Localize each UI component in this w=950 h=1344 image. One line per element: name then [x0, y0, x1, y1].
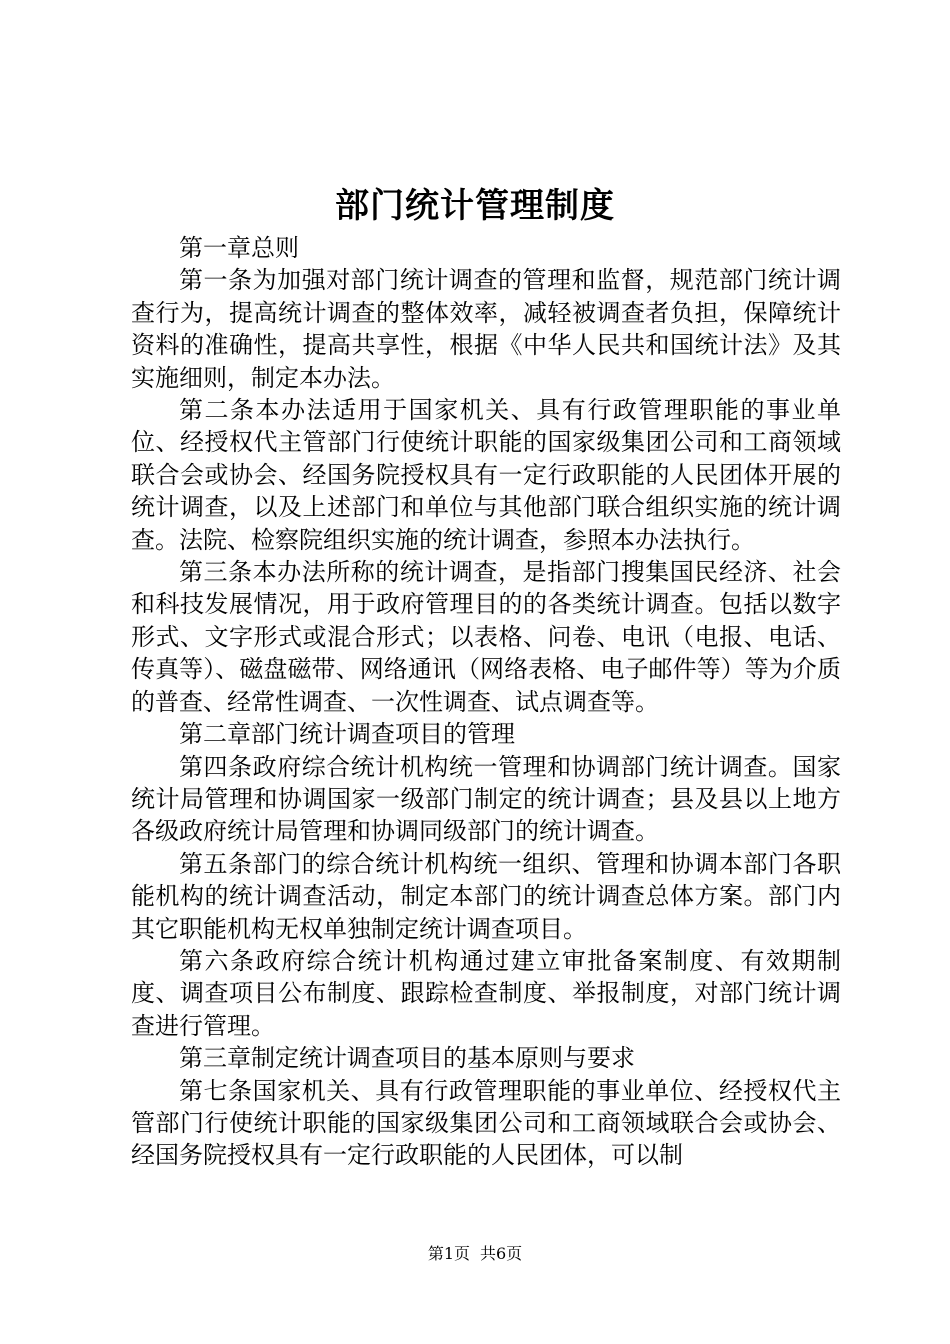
- page-number: 第1页: [427, 1244, 470, 1263]
- page-footer: [0, 1243, 950, 1265]
- document-title: 部门统计管理制度: [335, 186, 615, 226]
- document-body: [131, 232, 841, 1172]
- chapter-heading: 第一章总则: [179, 234, 299, 262]
- page-total: 共6页: [480, 1244, 523, 1263]
- article-paragraph: 第五条部门的综合统计机构统一组织、管理和协调本部门各职能机构的统计调查活动，制定本部门的统计调查总体方案。部门内其它职能机构无权单独制定统计调查项目。: [131, 849, 841, 943]
- article-paragraph: 第二条本办法适用于国家机关、具有行政管理职能的事业单位、经授权代主管部门行使统计职能的国家级集团公司和工商领域联合会或协会、经国务院授权具有一定行政职能的人民团体开展的统计调查，以及上述部门和单位与其他部门联合组织实施的统计调查。法院、检察院组织实施的统计调查，参照本办法执行。: [131, 396, 841, 554]
- article-paragraph: 第七条国家机关、具有行政管理职能的事业单位、经授权代主管部门行使统计职能的国家级集团公司和工商领域联合会或协会、经国务院授权具有一定行政职能的人民团体，可以制: [131, 1076, 841, 1170]
- chapter-heading: 第三章制定统计调查项目的基本原则与要求: [179, 1044, 635, 1073]
- article-paragraph: 第三条本办法所称的统计调查，是指部门搜集国民经济、社会和科技发展情况，用于政府管理目的的各类统计调查。包括以数字形式、文字形式或混合形式；以表格、问卷、电讯（电报、电话、传真等）、磁盘磁带、网络通讯（网络表格、电子邮件等）等为介质的普查、经常性调查、一次性调查、试点调查等。: [131, 558, 841, 716]
- article-paragraph: 第四条政府综合统计机构统一管理和协调部门统计调查。国家统计局管理和协调国家一级部门制定的统计调查；县及县以上地方各级政府统计局管理和协调同级部门的统计调查。: [131, 752, 841, 846]
- article-paragraph: 第一条为加强对部门统计调查的管理和监督，规范部门统计调查行为，提高统计调查的整体效率，减轻被调查者负担，保障统计资料的准确性，提高共享性，根据《中华人民共和国统计法》及其实施细则，制定本办法。: [131, 266, 841, 392]
- article-paragraph: 第六条政府综合统计机构通过建立审批备案制度、有效期制度、调查项目公布制度、跟踪检查制度、举报制度，对部门统计调查进行管理。: [131, 946, 841, 1040]
- chapter-heading: 第二章部门统计调查项目的管理: [179, 720, 515, 749]
